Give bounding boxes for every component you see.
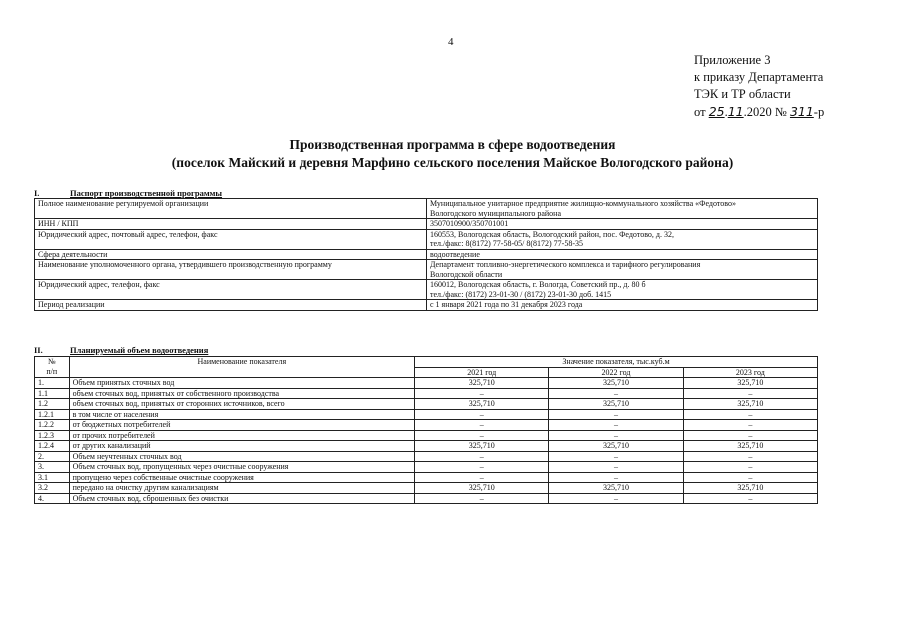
value-2021: 325,710 (415, 483, 549, 494)
header-year-2021: 2021 год (415, 367, 549, 378)
value-2021: – (415, 430, 549, 441)
value-2022: – (549, 462, 683, 473)
passport-row (35, 219, 818, 230)
value-2021: – (415, 409, 549, 420)
title-line-2: (поселок Майский и деревня Марфино сельского поселения Майское Вологодского района) (171, 155, 734, 170)
indicator-name: Объем неучтенных сточных вод (69, 451, 414, 462)
passport-value-line-1: 160012, Вологодская область, г. Вологда, Советский пр., д. 80 б (430, 280, 646, 289)
volume-row (35, 472, 818, 483)
value-2022: – (549, 430, 683, 441)
indicator-name: объем сточных вод, принятых от сторонних источников, всего (69, 399, 414, 410)
passport-value (427, 219, 818, 230)
volume-row (35, 388, 818, 399)
passport-value (427, 280, 818, 300)
indicator-name: от бюджетных потребителей (69, 420, 414, 431)
order-suffix: -р (813, 105, 825, 119)
value-2022: 325,710 (549, 378, 683, 389)
passport-value (427, 260, 818, 280)
appendix-line-3: ТЭК и ТР области (694, 87, 791, 101)
header-name: Наименование показателя (69, 357, 414, 378)
section-2-title: Планируемый объем водоотведения (70, 345, 209, 355)
value-2021: – (415, 493, 549, 504)
value-2022: 325,710 (549, 441, 683, 452)
appendix-line-1: Приложение 3 (694, 53, 771, 67)
date-prefix: от (694, 105, 706, 119)
volume-row (35, 462, 818, 473)
value-2022: – (549, 493, 683, 504)
section-2-number: II. (34, 345, 43, 355)
order-number: 311 (789, 104, 814, 119)
section-1-number: I. (34, 188, 40, 198)
volume-row (35, 441, 818, 452)
header-year-2022: 2022 год (549, 367, 683, 378)
passport-value-line-1: водоотведение (430, 249, 480, 259)
passport-value-line-1: Муниципальное унитарное предприятие жилищно-коммунального хозяйства «Федотово» (430, 199, 736, 208)
value-2021: 325,710 (415, 399, 549, 410)
date-day: 25 (708, 104, 725, 119)
passport-value (427, 249, 818, 260)
volume-row (35, 378, 818, 389)
row-number: 3.1 (35, 472, 70, 483)
row-number: 1.2.2 (35, 420, 70, 431)
passport-value (427, 199, 818, 219)
indicator-name: в том числе от населения (69, 409, 414, 420)
passport-value-line-1: Департамент топливно-энергетического комплекса и тарифного регулирования (430, 260, 701, 269)
volume-row (35, 409, 818, 420)
passport-value (427, 300, 818, 311)
date-month: 11 (727, 104, 744, 119)
value-2023: – (683, 420, 817, 431)
passport-value-line-2: тел./факс: (8172) 23-01-30 / (8172) 23-01-30 доб. 1415 (430, 289, 612, 299)
value-2023: 325,710 (683, 399, 817, 410)
value-2021: – (415, 388, 549, 399)
value-2021: – (415, 451, 549, 462)
row-number: 1.1 (35, 388, 70, 399)
passport-row (35, 280, 818, 300)
indicator-name: передано на очистку другим канализациям (69, 483, 414, 494)
value-2023: – (683, 451, 817, 462)
passport-value-line-1: 3507010900/350701001 (430, 219, 509, 228)
passport-label: ИНН / КПП (35, 219, 427, 230)
volume-row (35, 420, 818, 431)
passport-label: Наименование уполномоченного органа, утвердившего производственную программу (35, 260, 427, 280)
passport-value (427, 229, 818, 249)
appendix-block (694, 52, 824, 121)
header-num-line-1: № (47, 357, 56, 366)
value-2022: – (549, 472, 683, 483)
value-2022: 325,710 (549, 483, 683, 494)
passport-label: Юридический адрес, телефон, факс (35, 280, 427, 300)
appendix-line-2: к приказу Департамента (694, 70, 824, 84)
value-2021: – (415, 420, 549, 431)
appendix-date-line (694, 103, 824, 121)
date-sep: . (724, 105, 728, 119)
value-2022: – (549, 388, 683, 399)
row-number: 3. (35, 462, 70, 473)
value-2023: – (683, 493, 817, 504)
passport-row (35, 260, 818, 280)
value-2021: – (415, 472, 549, 483)
value-2023: 325,710 (683, 441, 817, 452)
value-2023: – (683, 462, 817, 473)
indicator-name: от прочих потребителей (69, 430, 414, 441)
row-number: 1. (35, 378, 70, 389)
value-2021: – (415, 462, 549, 473)
passport-value-line-2: Вологодской области (430, 269, 503, 279)
volume-row (35, 451, 818, 462)
indicator-name: Объем сточных вод, сброшенных без очистки (69, 493, 414, 504)
section-2-heading (34, 345, 208, 355)
row-number: 1.2.1 (35, 409, 70, 420)
row-number: 4. (35, 493, 70, 504)
section-1-title: Паспорт производственной программы (70, 188, 223, 198)
value-2022: – (549, 451, 683, 462)
passport-label: Полное наименование регулируемой организации (35, 199, 427, 219)
indicator-name: пропущено через собственные очистные сооружения (69, 472, 414, 483)
passport-value-line-1: 160553, Вологодская область, Вологодский район, пос. Федотово, д. 32, (430, 229, 675, 239)
passport-label: Период реализации (35, 300, 427, 311)
document-title (0, 136, 905, 172)
indicator-name: объем сточных вод, принятых от собственного производства (69, 388, 414, 399)
value-2023: – (683, 430, 817, 441)
value-2023: – (683, 472, 817, 483)
value-2022: 325,710 (549, 399, 683, 410)
header-num-line-2: п/п (46, 366, 58, 376)
passport-row (35, 300, 818, 311)
value-2023: – (683, 388, 817, 399)
passport-label: Юридический адрес, почтовый адрес, телефон, факс (35, 229, 427, 249)
value-2022: – (549, 420, 683, 431)
value-2023: – (683, 409, 817, 420)
header-value-group: Значение показателя, тыс.куб.м (415, 357, 818, 368)
passport-value-line-2: Вологодского муниципального района (430, 208, 562, 218)
indicator-name: от других канализаций (69, 441, 414, 452)
indicator-name: Объем принятых сточных вод (69, 378, 414, 389)
passport-row (35, 199, 818, 219)
passport-row (35, 249, 818, 260)
passport-table (34, 198, 818, 311)
passport-label: Сфера деятельности (35, 249, 427, 260)
value-2023: 325,710 (683, 483, 817, 494)
row-number: 1.2.4 (35, 441, 70, 452)
passport-value-line-1: с 1 января 2021 года по 31 декабря 2023 года (430, 300, 583, 309)
section-1-heading (34, 188, 222, 198)
header-num (35, 357, 70, 378)
page-number: 4 (448, 36, 454, 48)
volume-row (35, 493, 818, 504)
date-year-no: .2020 № (743, 105, 787, 119)
passport-value-line-2: тел./факс: 8(8172) 77-58-05/ 8(8172) 77-58-35 (430, 239, 583, 248)
row-number: 3.2 (35, 483, 70, 494)
row-number: 1.2.3 (35, 430, 70, 441)
passport-row (35, 229, 818, 249)
value-2021: 325,710 (415, 441, 549, 452)
value-2021: 325,710 (415, 378, 549, 389)
volume-table (34, 356, 818, 504)
header-year-2023: 2023 год (683, 367, 817, 378)
row-number: 1.2 (35, 399, 70, 410)
value-2022: – (549, 409, 683, 420)
title-line-1: Производственная программа в сфере водоотведения (289, 137, 616, 152)
row-number: 2. (35, 451, 70, 462)
volume-row (35, 430, 818, 441)
volume-row (35, 399, 818, 410)
value-2023: 325,710 (683, 378, 817, 389)
indicator-name: Объем сточных вод, пропущенных через очистные сооружения (69, 462, 414, 473)
volume-row (35, 483, 818, 494)
